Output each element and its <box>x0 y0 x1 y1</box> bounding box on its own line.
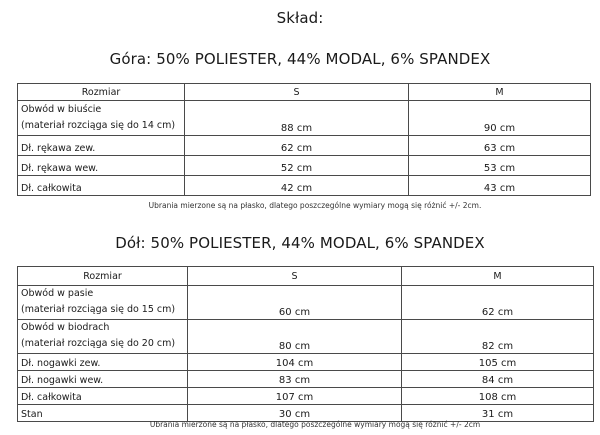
table-row <box>18 101 591 136</box>
value-m: 108 cm <box>402 388 594 405</box>
table-row <box>18 286 594 320</box>
header-size: Rozmiar <box>18 267 188 286</box>
value-s: 88 cm <box>185 101 409 136</box>
row-label-note: (materiał rozciąga się do 14 cm) <box>21 120 176 131</box>
bottom-measurement-note: Ubrania mierzone są na płasko, dlatego poszczególne wymiary mogą się różnić +/- 2cm <box>149 420 481 429</box>
value-s: 42 cm <box>185 176 409 196</box>
value-m: 82 cm <box>402 320 594 354</box>
value-m: 90 cm <box>409 101 591 136</box>
row-label-note: (materiał rozciąga się do 20 cm) <box>21 338 176 349</box>
row-label <box>18 320 188 354</box>
table-header-row <box>18 84 591 101</box>
value-m: 31 cm <box>402 405 594 422</box>
page-title: Skład: <box>276 9 324 27</box>
value-s: 62 cm <box>185 136 409 156</box>
table-header-row <box>18 267 594 286</box>
bottom-composition-title: Dół: 50% POLIESTER, 44% MODAL, 6% SPANDEX <box>115 234 485 252</box>
row-label: Stan <box>18 405 188 422</box>
value-s: 104 cm <box>188 354 402 371</box>
value-m: 63 cm <box>409 136 591 156</box>
table-row <box>18 156 591 176</box>
value-s: 30 cm <box>188 405 402 422</box>
row-label-line: Obwód w pasie <box>21 288 94 299</box>
value-m: 53 cm <box>409 156 591 176</box>
table-row <box>18 354 594 371</box>
row-label: Dł. całkowita <box>18 176 185 196</box>
row-label-note: (materiał rozciąga się do 15 cm) <box>21 304 176 315</box>
header-s: S <box>185 84 409 101</box>
table-row <box>18 176 591 196</box>
row-label: Dł. nogawki wew. <box>18 371 188 388</box>
table-row <box>18 371 594 388</box>
top-measurement-note: Ubrania mierzone są na płasko, dlatego poszczególne wymiary mogą się różnić +/- 2cm. <box>148 201 482 210</box>
row-label-line: Obwód w biodrach <box>21 322 110 333</box>
value-s: 52 cm <box>185 156 409 176</box>
value-s: 60 cm <box>188 286 402 320</box>
top-composition-title: Góra: 50% POLIESTER, 44% MODAL, 6% SPANDEX <box>109 50 491 68</box>
row-label: Dł. nogawki zew. <box>18 354 188 371</box>
header-s: S <box>188 267 402 286</box>
value-m: 105 cm <box>402 354 594 371</box>
value-s: 107 cm <box>188 388 402 405</box>
header-size: Rozmiar <box>18 84 185 101</box>
table-row <box>18 405 594 422</box>
value-m: 43 cm <box>409 176 591 196</box>
top-size-table <box>17 83 591 196</box>
header-m: M <box>409 84 591 101</box>
row-label: Dł. całkowita <box>18 388 188 405</box>
row-label: Dł. rękawa wew. <box>18 156 185 176</box>
value-s: 80 cm <box>188 320 402 354</box>
table-row <box>18 388 594 405</box>
value-m: 84 cm <box>402 371 594 388</box>
header-m: M <box>402 267 594 286</box>
table-row <box>18 320 594 354</box>
table-row <box>18 136 591 156</box>
value-m: 62 cm <box>402 286 594 320</box>
value-s: 83 cm <box>188 371 402 388</box>
row-label-line: Obwód w biuście <box>21 104 102 115</box>
row-label: Dł. rękawa zew. <box>18 136 185 156</box>
row-label <box>18 101 185 136</box>
bottom-size-table <box>17 266 594 422</box>
row-label <box>18 286 188 320</box>
